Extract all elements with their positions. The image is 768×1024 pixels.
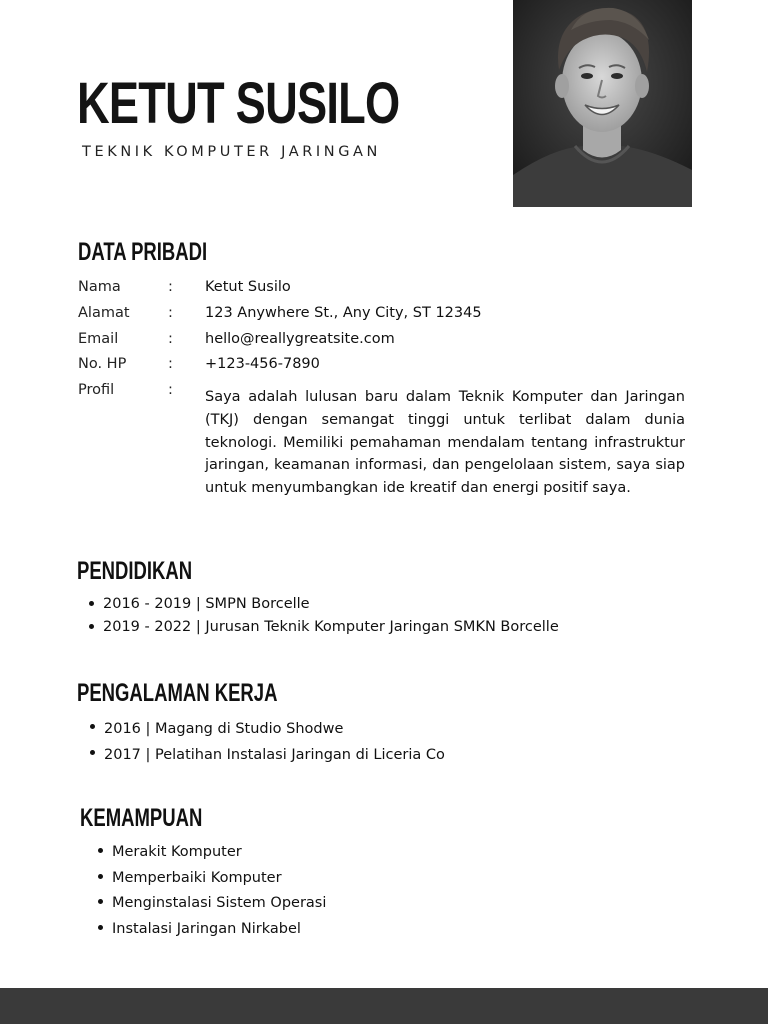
colon: : xyxy=(168,331,173,347)
profile-summary: Saya adalah lulusan baru dalam Teknik Komputer dan Jaringan (TKJ) dengan semangat tinggi untuk terlibat dalam dunia teknologi. Memiliki pemahaman mendalam tentang infrastruktur jaringan, keamanan informasi, dan pengelolaan sistem, saya siap untuk menyumbangkan ide kreatif dan energi positif saya. xyxy=(205,389,685,497)
colon: : xyxy=(168,305,173,321)
value-phone: +123-456-7890 xyxy=(205,356,320,372)
list-item: 2019 - 2022 | Jurusan Teknik Komputer Jaringan SMKN Borcelle xyxy=(103,616,559,639)
label-email: Email xyxy=(78,331,119,347)
colon: : xyxy=(168,279,173,295)
row-alamat xyxy=(78,305,688,331)
list-item: 2017 | Pelatihan Instalasi Jaringan di Liceria Co xyxy=(104,742,445,768)
list-item: Menginstalasi Sistem Operasi xyxy=(112,891,326,917)
list-item: Instalasi Jaringan Nirkabel xyxy=(112,917,326,943)
row-email xyxy=(78,331,688,357)
label-phone: No. HP xyxy=(78,356,127,372)
portrait-image xyxy=(513,0,692,207)
skills-list xyxy=(112,840,326,943)
profile-photo xyxy=(513,0,692,207)
value-email: hello@reallygreatsite.com xyxy=(205,331,395,347)
job-title: TEKNIK KOMPUTER JARINGAN xyxy=(82,144,382,160)
section-heading-experience: PENGALAMAN KERJA xyxy=(77,679,278,707)
footer-band xyxy=(0,988,768,1024)
list-item: Memperbaiki Komputer xyxy=(112,866,326,892)
list-item: 2016 - 2019 | SMPN Borcelle xyxy=(103,593,559,616)
education-list xyxy=(103,593,559,639)
section-heading-skills: KEMAMPUAN xyxy=(80,804,203,832)
list-item: 2016 | Magang di Studio Shodwe xyxy=(104,716,445,742)
section-heading-personal: DATA PRIBADI xyxy=(78,238,208,266)
label-alamat: Alamat xyxy=(78,305,130,321)
section-heading-education: PENDIDIKAN xyxy=(77,557,193,585)
experience-list xyxy=(104,716,445,768)
colon: : xyxy=(168,382,173,398)
label-nama: Nama xyxy=(78,279,121,295)
row-phone xyxy=(78,356,688,382)
value-nama: Ketut Susilo xyxy=(205,279,291,295)
candidate-name: KETUT SUSILO xyxy=(77,71,400,136)
value-alamat: 123 Anywhere St., Any City, ST 12345 xyxy=(205,305,482,321)
list-item: Merakit Komputer xyxy=(112,840,326,866)
colon: : xyxy=(168,356,173,372)
row-nama xyxy=(78,279,688,305)
label-profil: Profil xyxy=(78,382,115,398)
